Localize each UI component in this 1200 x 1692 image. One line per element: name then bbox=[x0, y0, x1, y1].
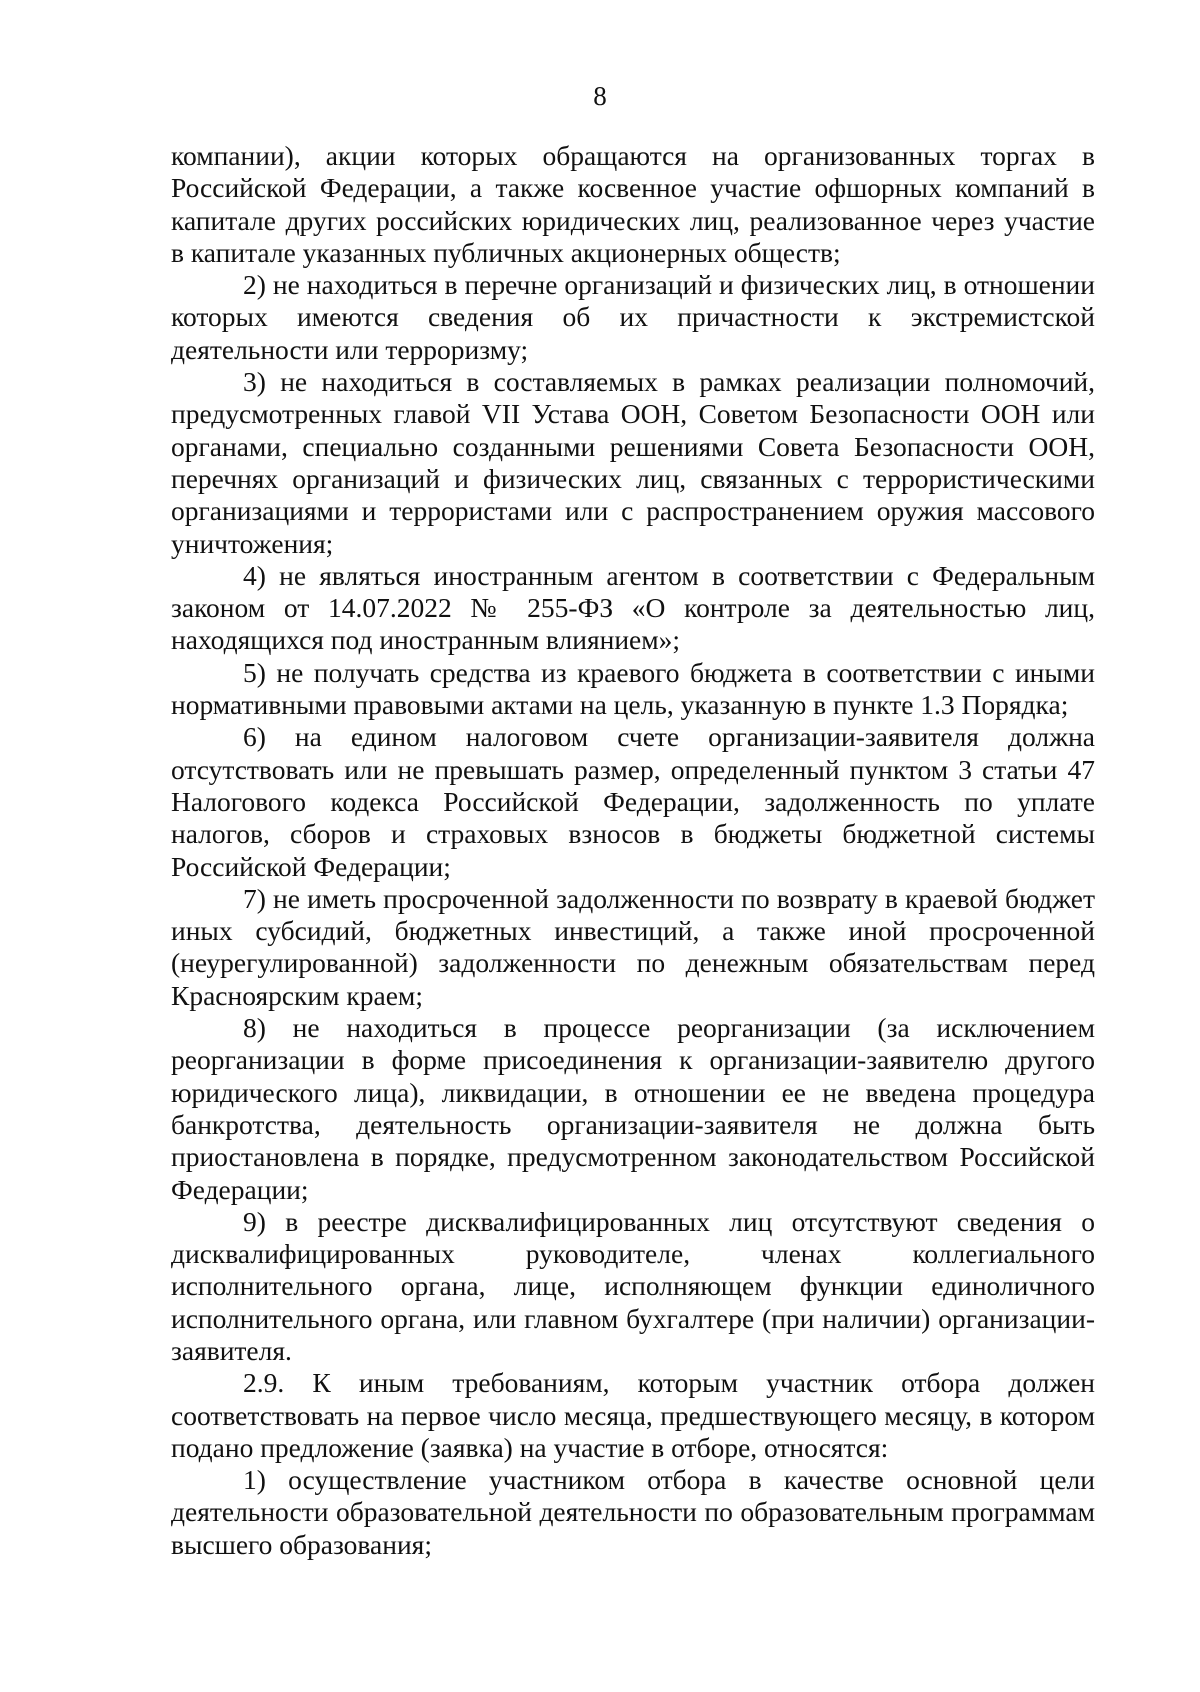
paragraph-item-2: 2) не находиться в перечне организаций и физических лиц, в отношении которых имеются сведения об их причастности к экстремистской деятельности или терроризму; bbox=[171, 269, 1095, 365]
paragraph-item-9: 9) в реестре дисквалифицированных лиц отсутствуют сведения о дисквалифицированных руководителе, членах коллегиального исполнительного органа, лице, исполняющем функции единоличного исполнительного органа, или главном бухгалтере (при наличии) организации-заявителя. bbox=[171, 1205, 1095, 1366]
paragraph-item-7: 7) не иметь просроченной задолженности по возврату в краевой бюджет иных субсидий, бюджетных инвестиций, а также иной просроченной (неурегулированной) задолженности по денежным обязательствам перед Красноярским краем; bbox=[171, 882, 1095, 1011]
paragraph-item-4: 4) не являться иностранным агентом в соответствии с Федеральным законом от 14.07.2022 № 255-ФЗ «О контроле за деятельностью лиц, находящихся под иностранным влиянием»; bbox=[171, 559, 1095, 656]
document-body bbox=[171, 140, 1095, 1561]
page-number: 8 bbox=[593, 81, 607, 111]
paragraph-item-6: 6) на едином налоговом счете организации-заявителя должна отсутствовать или не превышать размер, определенный пунктом 3 статьи 47 Налогового кодекса Российской Федерации, задолженность по уплате налогов, сборов и страховых взносов в бюджеты бюджетной системы Российской Федерации; bbox=[171, 721, 1095, 882]
paragraph-item-5: 5) не получать средства из краевого бюджета в соответствии с иными нормативными правовыми актами на цель, указанную в пункте 1.3 Порядка; bbox=[171, 656, 1095, 721]
paragraph-item-3: 3) не находиться в составляемых в рамках реализации полномочий, предусмотренных главой VII Устава ООН, Советом Безопасности ООН или органами, специально созданными решениями Совета Безопасности ООН, перечнях организаций и физических лиц, связанных с террористическими организациями и террористами или с распространением оружия массового уничтожения; bbox=[171, 366, 1095, 559]
paragraph-section-2-9: 2.9. К иным требованиям, которым участник отбора должен соответствовать на первое число месяца, предшествующего месяцу, в котором подано предложение (заявка) на участие в отборе, относятся: bbox=[171, 1367, 1095, 1463]
paragraph-item-8: 8) не находиться в процессе реорганизации (за исключением реорганизации в форме присоединения к организации-заявителю другого юридического лица), ликвидации, в отношении ее не введена процедура банкротства, деятельность организации-заявителя не должна быть приостановлена в порядке, предусмотренном законодательством Российской Федерации; bbox=[171, 1012, 1095, 1205]
paragraph-section-2-9-item-1: 1) осуществление участником отбора в качестве основной цели деятельности образовательной деятельности по образовательным программам высшего образования; bbox=[171, 1464, 1095, 1560]
paragraph-continuation: компании), акции которых обращаются на организованных торгах в Российской Федерации, а также косвенное участие офшорных компаний в капитале других российских юридических лиц, реализованное через участие в капитале указанных публичных акционерных обществ; bbox=[171, 140, 1095, 268]
